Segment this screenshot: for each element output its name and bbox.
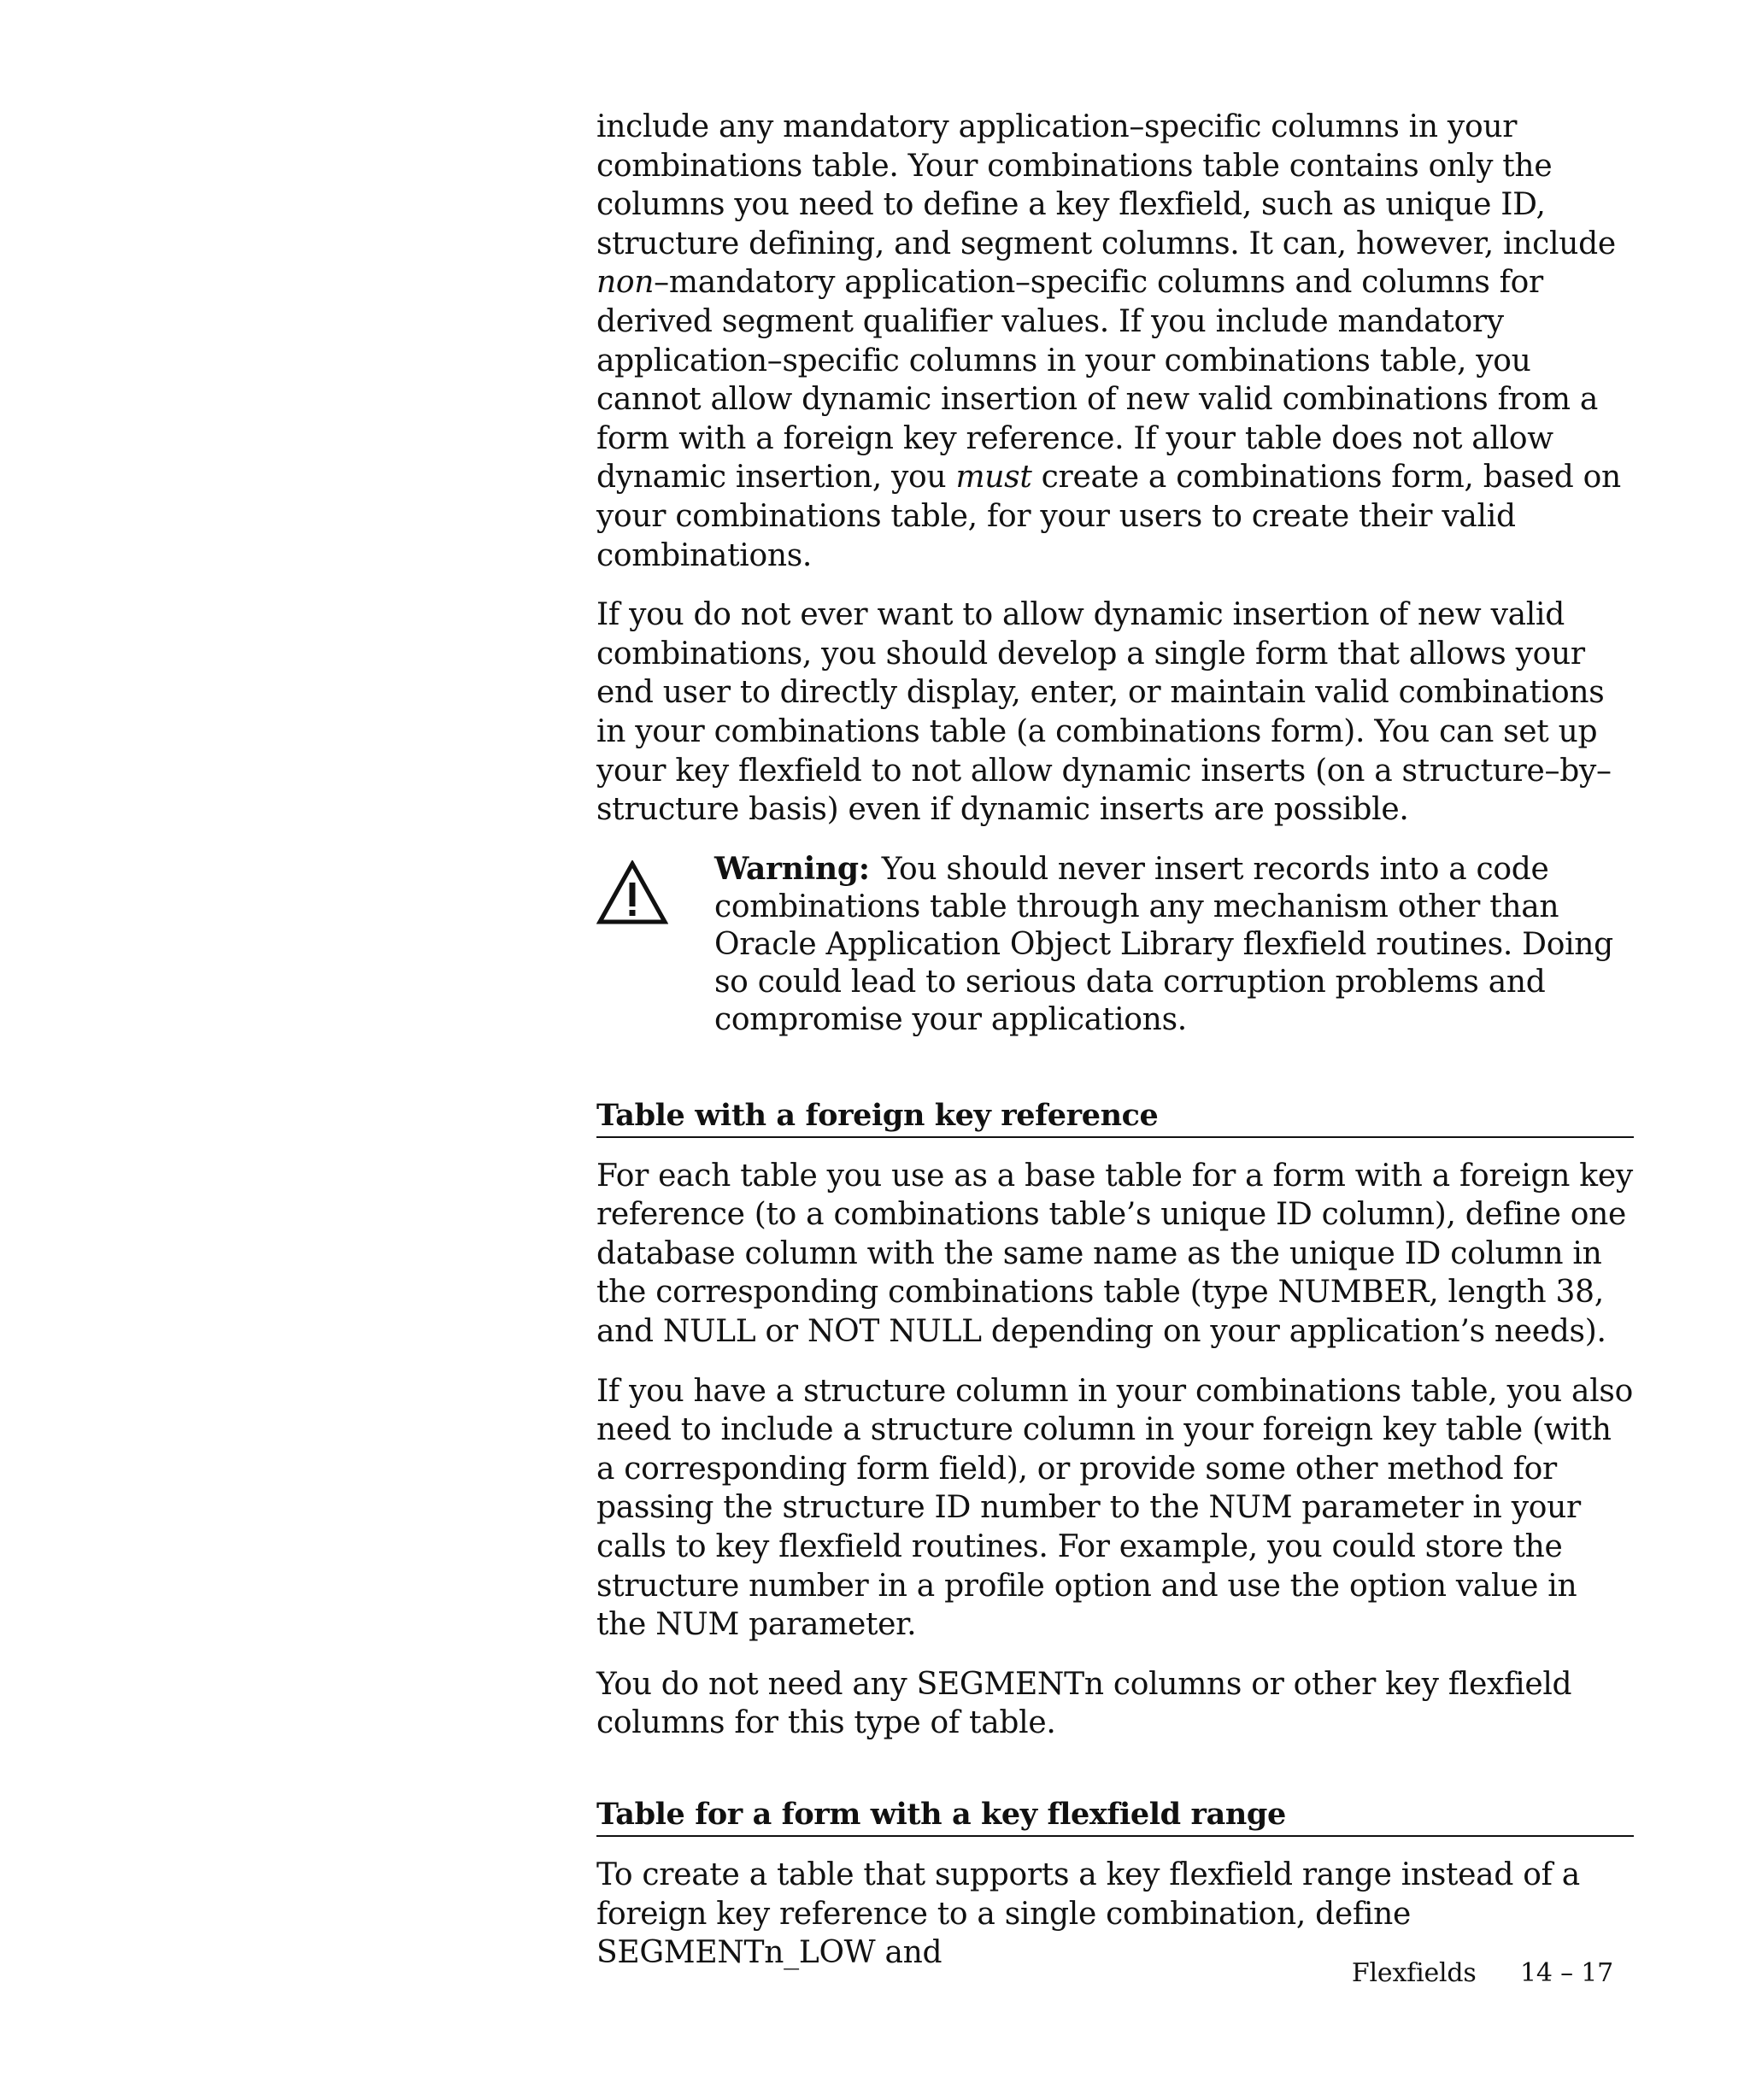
paragraph-foreign-key-3: You do not need any SEGMENTn columns or other key flexfield columns for this type of table. bbox=[596, 1666, 1572, 1741]
emphasis-must: must bbox=[955, 460, 1032, 496]
paragraph-foreign-key-1: For each table you use as a base table for a form with a foreign key reference (to a combinations table’s unique ID column), define one database column with the same name as the unique ID column in the corresponding combinations table (type NUMBER, length 38, and NULL or NOT NULL depending on your application’s needs). bbox=[596, 1158, 1633, 1350]
paragraph-range-1: To create a table that supports a key flexfield range instead of a foreign key reference to a single combination, define SEGMENTn_LOW and bbox=[596, 1857, 1580, 1971]
paragraph-text: include any mandatory application–specific columns in your combinations table. Your combinations table contains only the columns you need to define a key flexfield, such as unique ID, structure defining, and segment columns. It can, however, include bbox=[596, 109, 1616, 261]
warning-label: Warning: bbox=[714, 850, 870, 887]
page-content bbox=[596, 108, 1634, 1993]
warning-text bbox=[714, 850, 1634, 1039]
warning-callout bbox=[596, 850, 1634, 1039]
paragraph-combinations-table bbox=[596, 108, 1634, 575]
paragraph-text: create a combinations form, based on your combinations table, for your users to create their valid combinations. bbox=[596, 460, 1621, 573]
heading-range-table: Table for a form with a key flexfield range bbox=[596, 1796, 1634, 1837]
warning-body: You should never insert records into a code combinations table through any mechanism other than Oracle Application Object Library flexfield routines. Doing so could lead to serious data corruption problems and compromise your applications. bbox=[714, 851, 1613, 1037]
emphasis-non: non bbox=[596, 265, 655, 301]
heading-foreign-key-table: Table with a foreign key reference bbox=[596, 1097, 1634, 1138]
footer-chapter: Flexfields bbox=[1351, 1958, 1477, 1988]
warning-triangle-icon bbox=[596, 860, 668, 925]
section-spacer bbox=[596, 1039, 1634, 1097]
section-spacer bbox=[596, 1763, 1634, 1796]
paragraph-foreign-key-2: If you have a structure column in your combinations table, you also need to include a structure column in your foreign key table (with a corresponding form field), or provide some other method for passing the structure ID number to the NUM parameter in your calls to key flexfield routines. For example, you could store the structure number in a profile option and use the option value in the NUM parameter. bbox=[596, 1373, 1633, 1643]
page-footer bbox=[1352, 1956, 1613, 1991]
paragraph-dynamic-insertion: If you do not ever want to allow dynamic insertion of new valid combinations, you should develop a single form that allows your end user to directly display, enter, or maintain valid combinations in your combinations table (a combinations form). You can set up your key flexfield to not allow dynamic inserts (on a structure–by–structure basis) even if dynamic inserts are possible. bbox=[596, 597, 1612, 828]
paragraph-text: –mandatory application–specific columns and columns for derived segment qualifier values. If you include mandatory application–specific columns in your combinations table, you cannot allow dynamic insertion of new valid combinations from a form with a foreign key reference. If your table does not allow dynamic insertion, you bbox=[596, 265, 1599, 496]
footer-page-number: 14 – 17 bbox=[1519, 1958, 1613, 1988]
